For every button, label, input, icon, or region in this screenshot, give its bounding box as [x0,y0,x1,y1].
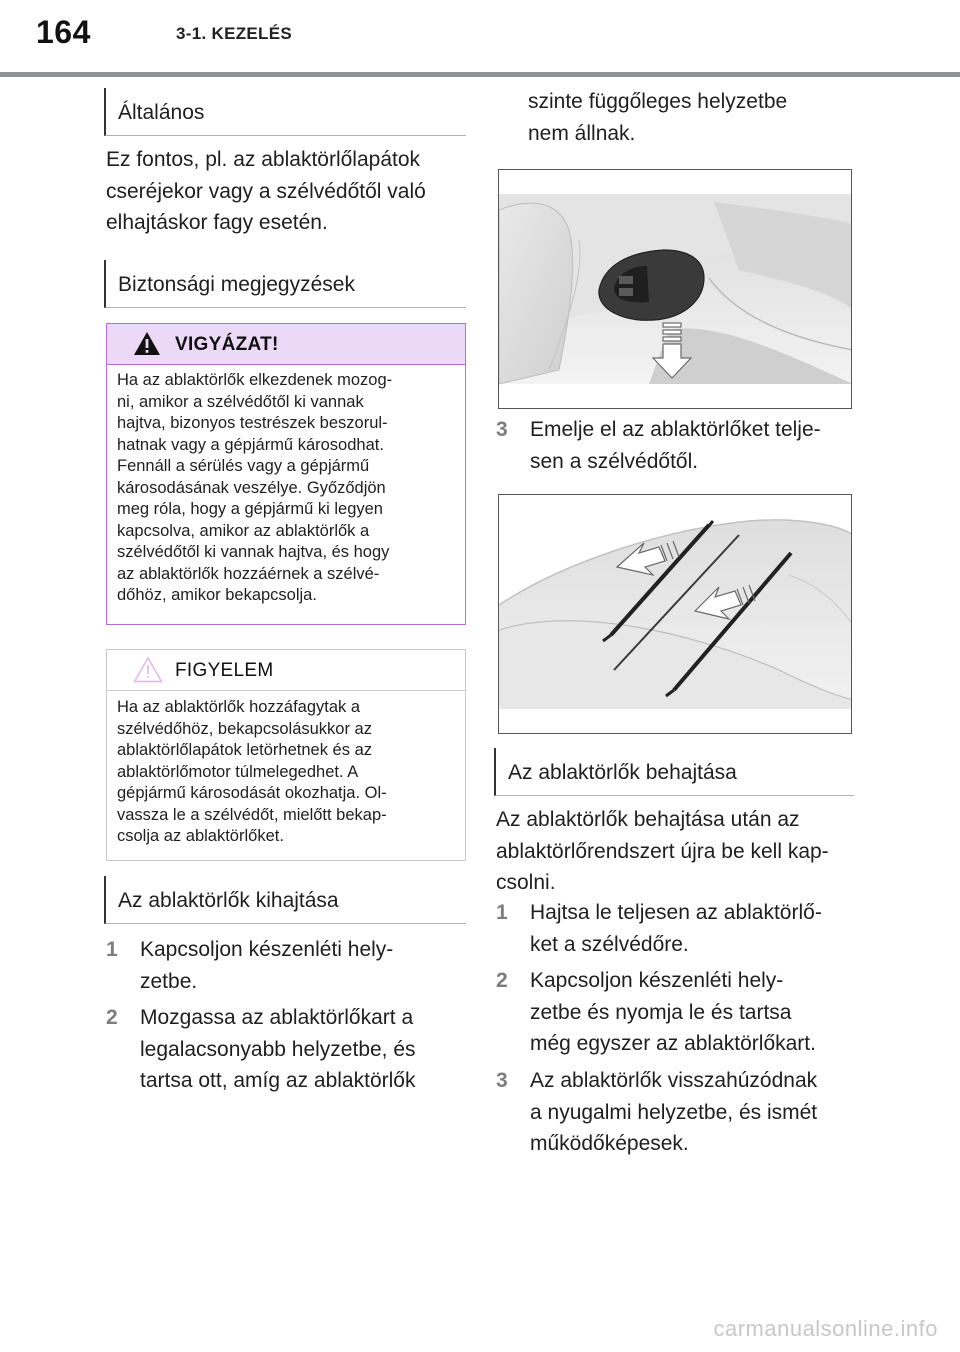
text-line: zetbe. [140,969,198,993]
fold-in-paragraph [496,804,856,899]
text-line: ablaktörlőlapátok letörhetnek és az [117,741,372,759]
step-text [140,1002,416,1097]
text-line: nem állnak. [528,121,636,145]
warning-triangle-icon [133,331,161,356]
text-line: Az ablaktörlők visszahúzódnak [530,1069,818,1092]
text-line: Mozgassa az ablaktörlőkart a [140,1006,414,1029]
text-line: Kapcsoljon készenléti hely- [530,969,784,992]
text-line: csolni. [496,871,556,894]
text-line: Ez fontos, pl. az ablaktörlőlapátok [106,148,421,171]
text-line: elhajtáskor fagy esetén. [106,211,328,234]
wipers-raised-illustration [498,494,852,734]
text-line: Fennáll a sérülés vagy a gépjármű [117,457,370,475]
text-line: ni, amikor a szélvédőtől ki vannak [117,392,364,411]
step-number: 1 [106,938,118,961]
notice-title: FIGYELEM [175,660,274,681]
general-paragraph [106,144,468,239]
text-line: szinte függőleges helyzetbe [528,90,788,113]
step-text [530,1065,817,1160]
wipers-raised-drawing [499,495,852,734]
text-line: az ablaktörlők hozzáérnek a szélvé- [117,564,380,583]
notice-body [117,697,455,848]
text-line: csolja az ablaktörlőket. [117,827,284,845]
text-line: szélvédőtől ki vannak hajtva, és hogy [117,543,390,561]
heading-general [104,88,466,136]
wiper-arm-drawing [499,170,852,409]
text-line: sen a szélvédőtől. [530,449,699,473]
text-line: Ha az ablaktörlők hozzáfagytak a [117,698,361,716]
text-line: cseréjekor vagy a szélvédőtől való [106,179,426,203]
notice-header [107,650,465,691]
heading-fold-in [494,748,854,796]
text-line: legalacsonyabb helyzetbe, és [140,1037,416,1061]
step-number: 3 [496,418,508,441]
heading-safety-label: Biztonsági megjegyzések [118,273,355,296]
text-line: ablaktörlőmotor túlmelegedhet. A [117,762,359,781]
caution-title: VIGYÁZAT! [175,334,279,355]
wiper-arm-illustration [498,169,852,409]
watermark: carmanualsonline.info [713,1316,938,1341]
heading-fold-out [104,876,466,924]
step-text [140,934,393,997]
text-line: tartsa ott, amíg az ablaktörlők [140,1069,416,1092]
step-text [530,414,821,477]
text-line: vassza le a szélvédőt, mielőtt bekap- [117,805,387,824]
text-line: gépjármű károsodását okozhatja. Ol- [117,784,387,802]
page-number: 164 [36,14,91,50]
heading-safety [104,260,466,308]
heading-fold-in-label: Az ablaktörlők behajtása [508,761,737,784]
step-text [530,965,816,1060]
notice-box [106,649,466,861]
text-line: működőképesek. [530,1132,689,1155]
caution-body [117,370,455,607]
heading-fold-out-label: Az ablaktörlők kihajtása [118,889,339,912]
text-line: a nyugalmi helyzetbe, és ismét [530,1100,818,1124]
step-text [530,897,822,960]
notice-triangle-icon [133,656,163,683]
text-line: Hajtsa le teljesen az ablaktörlő- [530,901,822,924]
step-number: 3 [496,1069,508,1092]
text-line: dőhöz, amikor bekapcsolja. [117,586,317,604]
text-line: meg róla, hogy a gépjármű ki legyen [117,500,383,518]
caution-box [106,323,466,625]
text-line: zetbe és nyomja le és tartsa [530,1000,792,1024]
text-line: még egyszer az ablaktörlőkart. [530,1032,816,1055]
heading-general-label: Általános [118,101,205,124]
text-line: hatnak vagy a gépjármű károsodhat. [117,435,384,454]
text-line: szélvédőhöz, bekapcsolásukkor az [117,719,372,738]
caution-header [107,324,465,365]
text-line: hajtva, bizonyos testrészek beszorul- [117,414,388,432]
header-rule [0,72,960,77]
text-line: ket a szélvédőre. [530,932,689,956]
text-line: károsodásának veszélye. Győződjön [117,478,386,497]
text-line: Emelje el az ablaktörlőket telje- [530,418,821,441]
step-number: 1 [496,901,508,924]
text-line: Kapcsoljon készenléti hely- [140,938,394,961]
chapter-title: 3-1. KEZELÉS [176,24,293,43]
text-line: kapcsolva, amikor az ablaktörlők a [117,521,370,540]
text-line: Az ablaktörlők behajtása után az [496,808,800,831]
text-line: Ha az ablaktörlők elkezdenek mozog- [117,371,393,389]
step-number: 2 [106,1006,118,1029]
continued-paragraph [528,86,858,149]
page-header [0,0,960,78]
step-number: 2 [496,969,508,992]
text-line: ablaktörlőrendszert újra be kell kap- [496,839,829,863]
